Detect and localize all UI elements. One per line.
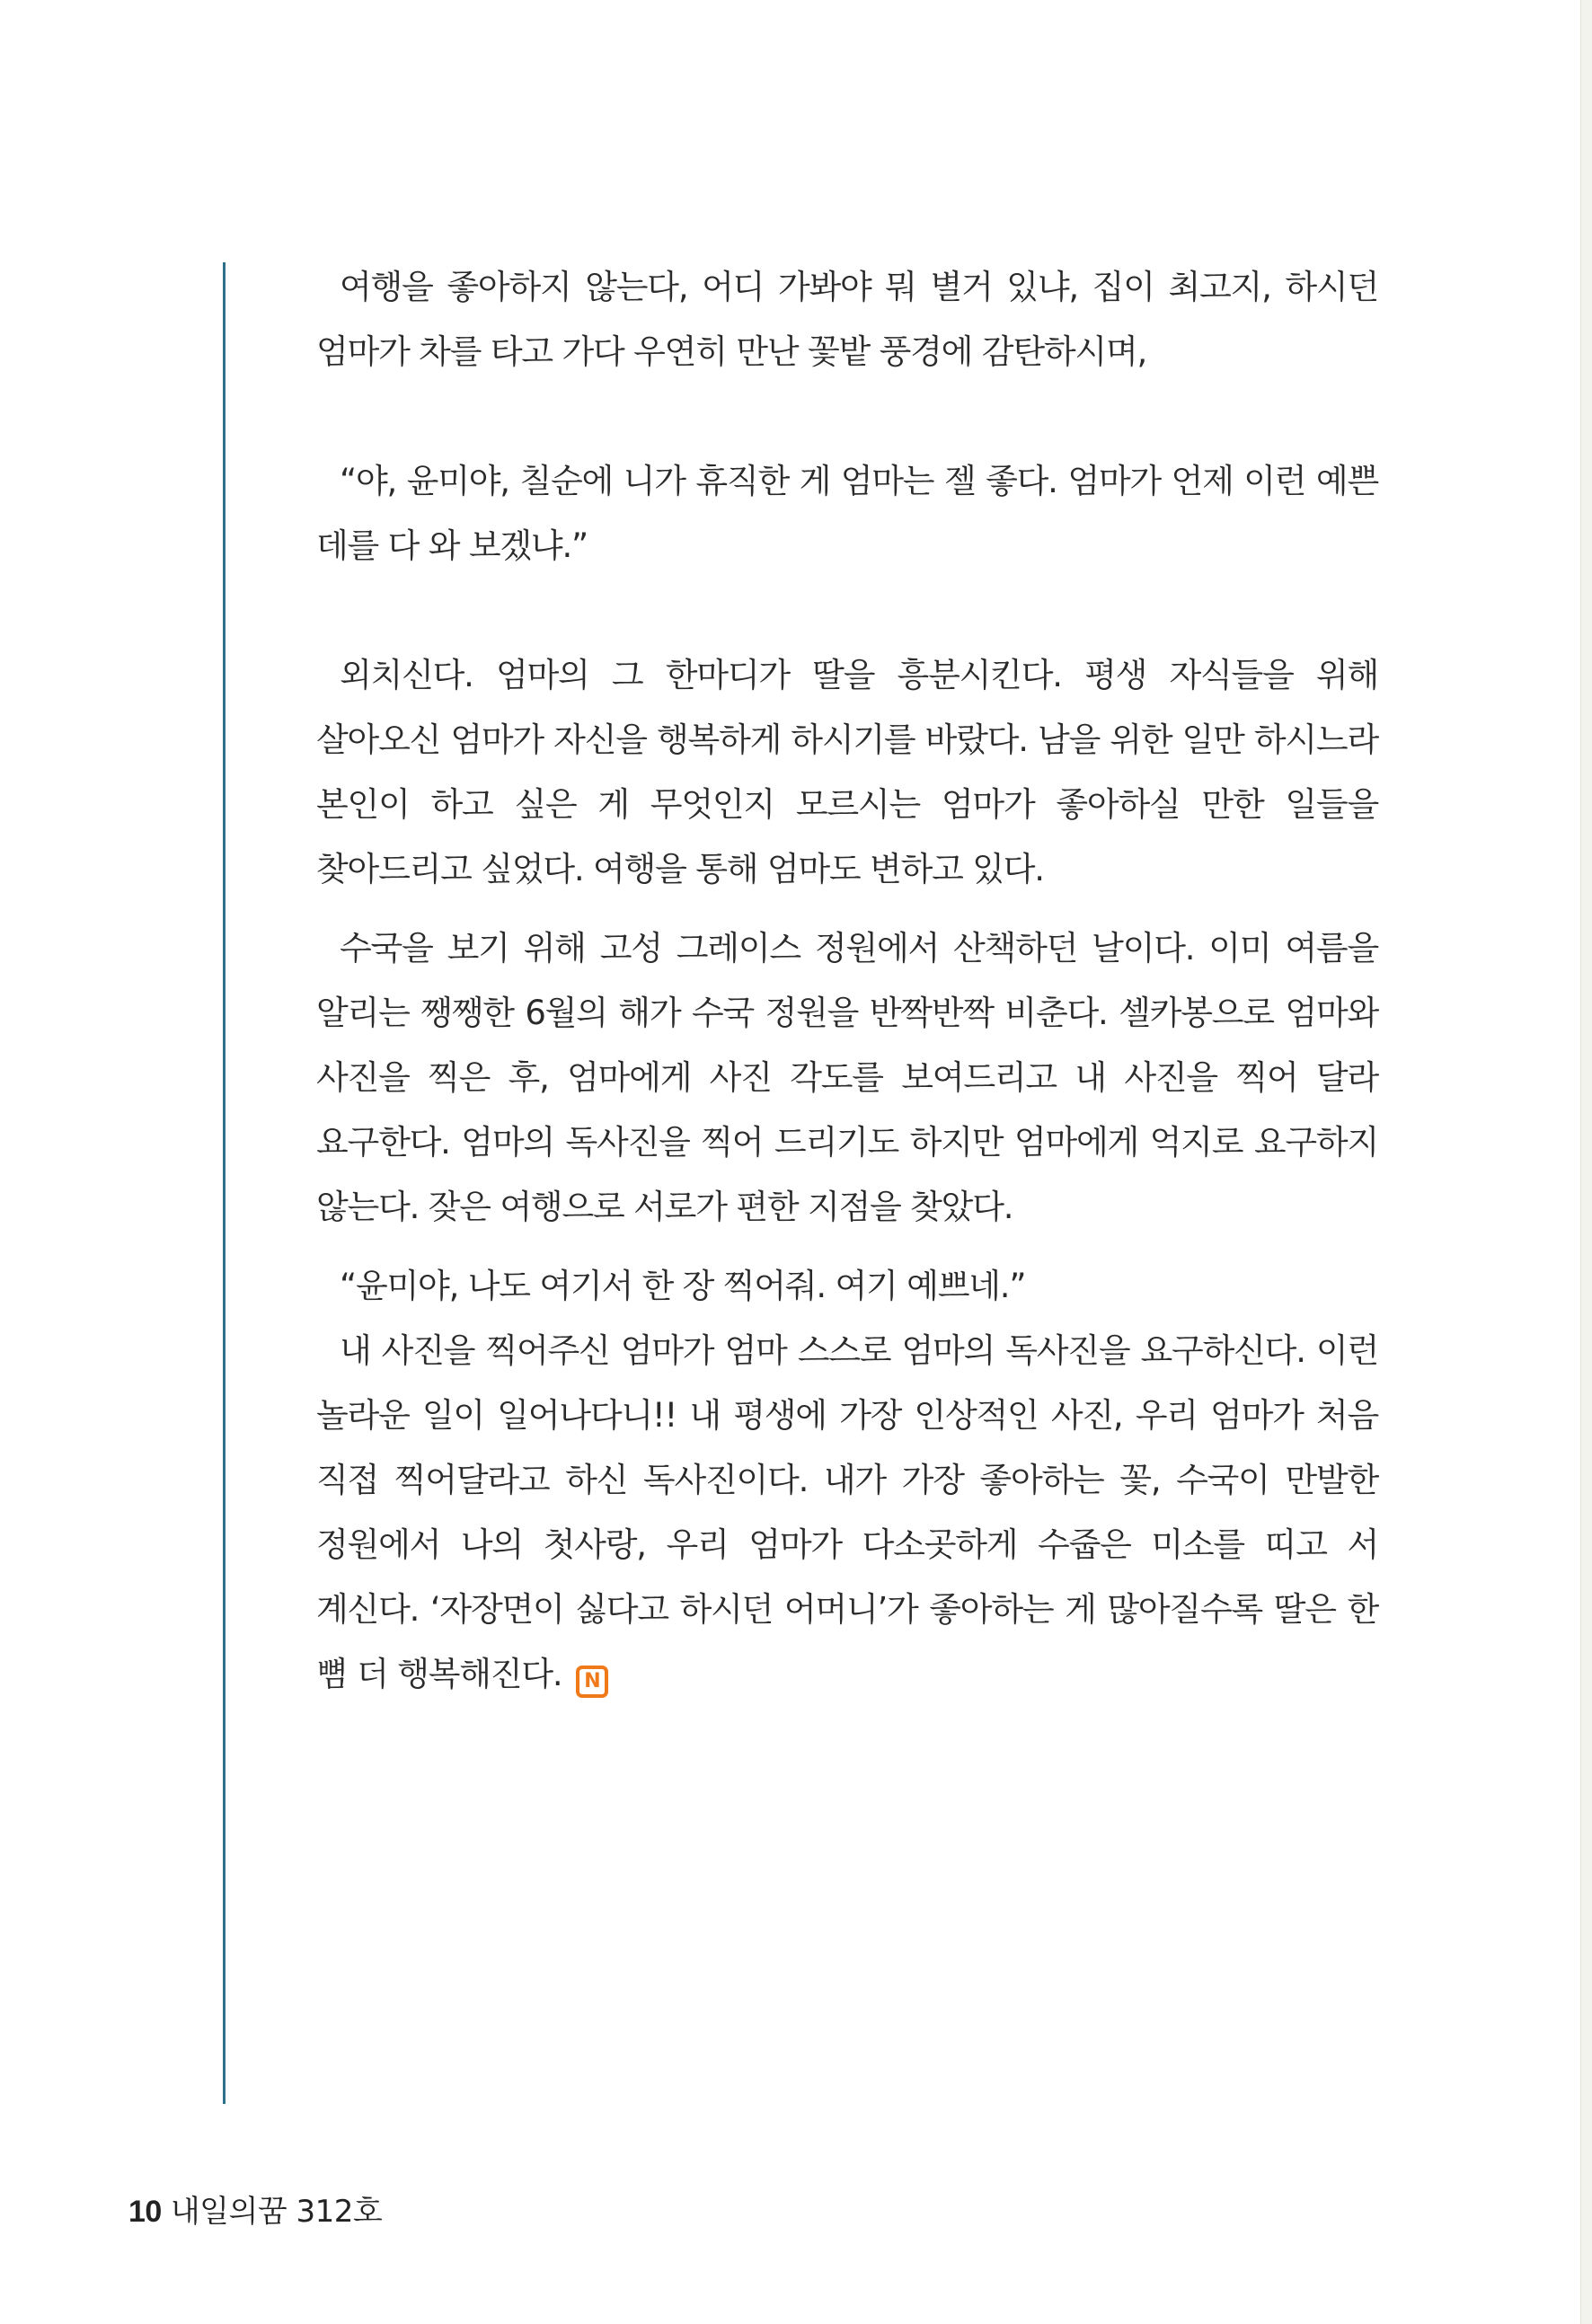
- paragraph-2-quote: “야, 윤미야, 칠순에 니가 휴직한 게 엄마는 젤 좋다. 엄마가 언제 이런 예쁜 데를 다 와 보겠냐.”: [316, 462, 1378, 565]
- paragraph-6-text: 내 사진을 찍어주신 엄마가 엄마 스스로 엄마의 독사진을 요구하신다. 이런 놀라운 일이 일어나다니!! 내 평생에 가장 인상적인 사진, 우리 엄마가 처음 직접 찍어달라고 하신 독사진이다. 내가 가장 좋아하는 꽃, 수국이 만발한 정원에서 나의 첫사랑, 우리 엄마가 다소곳하게 수줍은 미소를 띠고 서 계신다. ‘자장면이 싫다고 하시던 어머니’가 좋아하는 게 많아질수록 딸은 한 뼘 더 행복해진다.: [316, 1331, 1378, 1693]
- paragraph-4: 수국을 보기 위해 고성 그레이스 정원에서 산책하던 날이다. 이미 여름을 알리는 쨍쨍한 6월의 해가 수국 정원을 반짝반짝 비춘다. 셀카봉으로 엄마와 사진을 찍은 후, 엄마에게 사진 각도를 보여드리고 내 사진을 찍어 달라 요구한다. 엄마의 독사진을 찍어 드리기도 하지만 엄마에게 억지로 요구하지 않는다. 잦은 여행으로 서로가 편한 지점을 찾았다.: [316, 929, 1378, 1226]
- page-edge: [1580, 0, 1592, 2324]
- page-number: 10: [128, 2195, 162, 2229]
- paragraph-5-quote: “윤미야, 나도 여기서 한 장 찍어줘. 여기 예쁘네.”: [340, 1267, 1026, 1305]
- page-footer: [128, 2192, 382, 2231]
- paragraph-6: [316, 1319, 1378, 1707]
- paragraph-3: 외치신다. 엄마의 그 한마디가 딸을 흥분시킨다. 평생 자식들을 위해 살아오신 엄마가 자신을 행복하게 하시기를 바랐다. 남을 위한 일만 하시느라 본인이 하고 싶은 게 무엇인지 모르시는 엄마가 좋아하실 만한 일들을 찾아드리고 싶었다. 여행을 통해 엄마도 변하고 있다.: [316, 656, 1378, 888]
- end-mark-icon: N: [576, 1666, 608, 1698]
- article-body: [316, 255, 1378, 1707]
- accent-rule: [223, 262, 226, 2104]
- paragraph-1: 여행을 좋아하지 않는다, 어디 가봐야 뭐 별거 있냐, 집이 최고지, 하시던 엄마가 차를 타고 가다 우연히 만난 꽃밭 풍경에 감탄하시며,: [316, 268, 1378, 371]
- publication-issue: 내일의꿈 312호: [170, 2194, 383, 2230]
